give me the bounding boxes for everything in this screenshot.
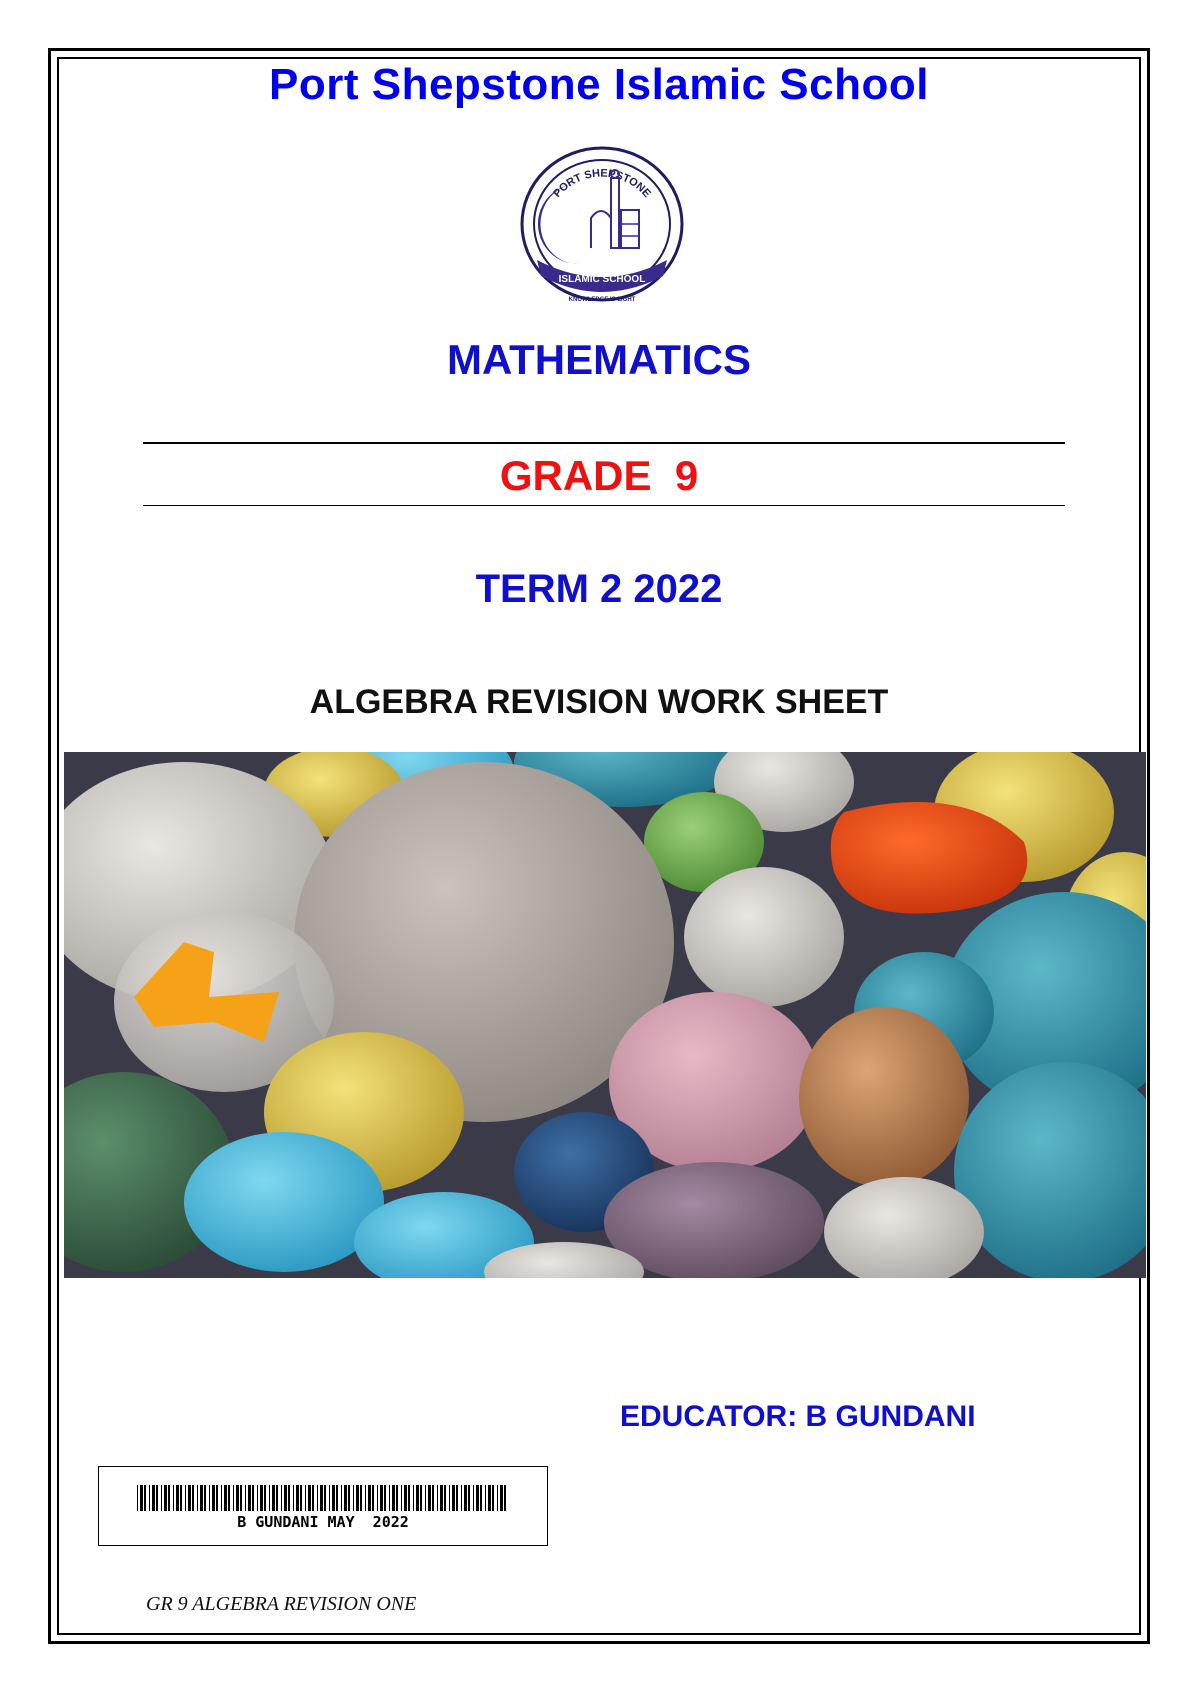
logo-motto: KNOWLEDGE IS LIGHT [568,297,636,303]
svg-text:PORT SHEPSTONE [551,167,653,199]
worksheet-title: ALGEBRA REVISION WORK SHEET [309,683,889,721]
divider-bottom [143,505,1065,506]
barcode-icon [137,1485,509,1511]
sea-glass-photo [64,752,1146,1278]
term-title: TERM 2 2022 [475,567,723,611]
grade-title: GRADE 9 [499,452,699,499]
barcode-label [98,1466,548,1546]
logo-ribbon-text: ISLAMIC SCHOOL [558,274,646,285]
footer-text: GR 9 ALGEBRA REVISION ONE [146,1593,417,1615]
logo-top-text: PORT SHEPSTONE [551,167,653,200]
subject-title: MATHEMATICS [446,336,752,383]
educator-name: EDUCATOR: B GUNDANI [620,1400,976,1433]
divider-top [143,442,1065,444]
school-logo [517,144,687,310]
barcode-text: B GUNDANI MAY 2022 [237,1513,409,1531]
school-name: Port Shepstone Islamic School [269,60,929,109]
